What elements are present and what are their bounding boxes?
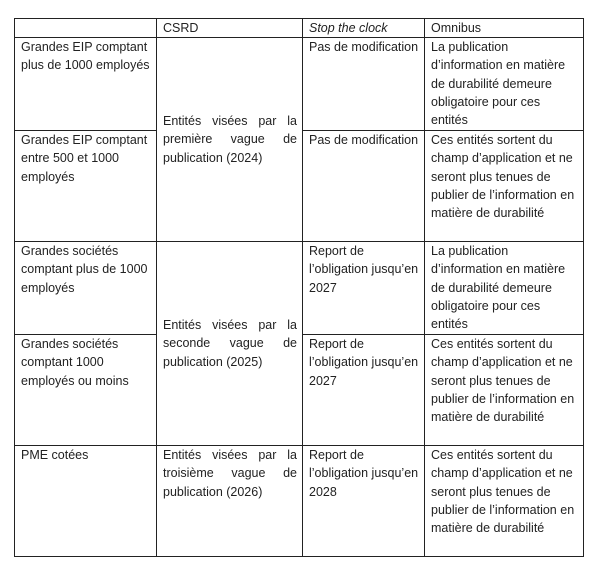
table-row	[15, 38, 584, 131]
entity-cell: Grandes sociétés comptant plus de 1000 employés	[15, 242, 157, 335]
omnibus-cell: La publication d’information en matière de durabilité demeure obligatoire pour ces entités	[425, 38, 584, 131]
csrd-comparison-table	[14, 18, 584, 557]
table-row	[15, 446, 584, 557]
entity-cell: PME cotées	[15, 446, 157, 557]
csrd-cell: Entités visées par la troisième vague de publication (2026)	[157, 446, 303, 557]
entity-cell: Grandes sociétés comptant 1000 employés ou moins	[15, 335, 157, 446]
header-csrd: CSRD	[157, 19, 303, 38]
omnibus-cell: Ces entités sortent du champ d’application et ne seront plus tenues de publier de l’information en matière de durabilité	[425, 446, 584, 557]
header-omnibus: Omnibus	[425, 19, 584, 38]
entity-cell: Grandes EIP comptant plus de 1000 employés	[15, 38, 157, 131]
csrd-cell: Entités visées par la première vague de publication (2024)	[157, 38, 303, 242]
stop-the-clock-cell: Report de l’obligation jusqu’en 2028	[303, 446, 425, 557]
stop-the-clock-cell: Pas de modification	[303, 131, 425, 242]
stop-the-clock-cell: Report de l’obligation jusqu’en 2027	[303, 242, 425, 335]
table-row	[15, 242, 584, 335]
header-stop-the-clock: Stop the clock	[303, 19, 425, 38]
header-row	[15, 19, 584, 38]
omnibus-cell: La publication d’information en matière de durabilité demeure obligatoire pour ces entités	[425, 242, 584, 335]
entity-cell: Grandes EIP comptant entre 500 et 1000 employés	[15, 131, 157, 242]
csrd-cell: Entités visées par la seconde vague de publication (2025)	[157, 242, 303, 446]
omnibus-cell: Ces entités sortent du champ d’application et ne seront plus tenues de publier de l’information en matière de durabilité	[425, 131, 584, 242]
omnibus-cell: Ces entités sortent du champ d’application et ne seront plus tenues de publier de l’information en matière de durabilité	[425, 335, 584, 446]
stop-the-clock-cell: Report de l’obligation jusqu’en 2027	[303, 335, 425, 446]
stop-the-clock-cell: Pas de modification	[303, 38, 425, 131]
header-entity	[15, 19, 157, 38]
